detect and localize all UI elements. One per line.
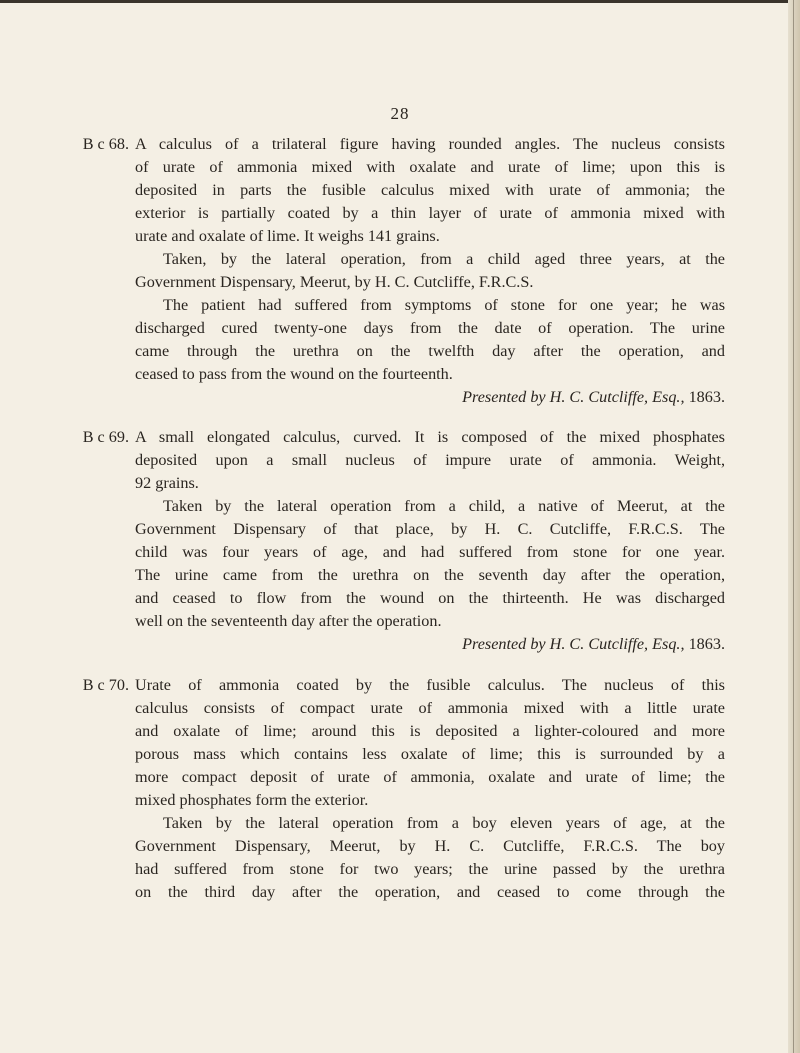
entry-line: Taken by the lateral operation from a child, a native of Meerut, at the [163, 497, 725, 515]
entry-line: and oxalate of lime; around this is deposited a lighter-coloured and more [135, 722, 725, 740]
entry-line: exterior is partially coated by a thin layer of urate of ammonia mixed with [135, 204, 725, 222]
catalogue-entry-bc70 [82, 674, 725, 904]
entry-line: had suffered from stone for two years; the urine passed by the urethra [135, 860, 725, 878]
entry-line: B c 69. A small elongated calculus, curved. It is composed of the mixed phosphates [135, 426, 725, 449]
entry-line: The urine came from the urethra on the seventh day after the operation, [135, 566, 725, 584]
entry-line: Government Dispensary of that place, by H. C. Cutcliffe, F.R.C.S. The [135, 520, 725, 538]
entry-line: deposited in parts the fusible calculus mixed with urate of ammonia; the [135, 181, 725, 199]
entry-line: B c 70. Urate of ammonia coated by the fusible calculus. The nucleus of this [135, 674, 725, 697]
entry-line: discharged cured twenty-one days from the date of operation. The urine [135, 319, 725, 337]
entry-line: on the third day after the operation, and ceased to come through the [135, 883, 725, 901]
entry-line: porous mass which contains less oxalate of lime; this is surrounded by a [135, 745, 725, 763]
entry-line: 92 grains. [135, 474, 199, 492]
entry-line: Taken by the lateral operation from a boy eleven years of age, at the [163, 814, 725, 832]
entry-line: well on the seventeenth day after the operation. [135, 612, 442, 630]
attribution: Presented by H. C. Cutcliffe, Esq., 1863. [462, 635, 725, 653]
entry-line: of urate of ammonia mixed with oxalate and urate of lime; upon this is [135, 158, 725, 176]
entry-line: urate and oxalate of lime. It weighs 141 grains. [135, 227, 440, 245]
entry-line: more compact deposit of urate of ammonia, oxalate and urate of lime; the [135, 768, 725, 786]
entry-line: B c 68. A calculus of a trilateral figure having rounded angles. The nucleus consists [135, 133, 725, 156]
entry-line: Government Dispensary, Meerut, by H. C. Cutcliffe, F.R.C.S. [135, 273, 534, 291]
specimen-label: B c 68. [82, 135, 129, 153]
catalogue-entry-bc69 [82, 426, 725, 656]
entry-line: The patient had suffered from symptoms of stone for one year; he was [163, 296, 725, 314]
entry-line: child was four years of age, and had suffered from stone for one year. [135, 543, 725, 561]
entry-line: calculus consists of compact urate of ammonia mixed with a little urate [135, 699, 725, 717]
page-edge-line [793, 0, 794, 1053]
entry-line: Government Dispensary, Meerut, by H. C. Cutcliffe, F.R.C.S. The boy [135, 837, 725, 855]
attribution: Presented by H. C. Cutcliffe, Esq., 1863. [462, 388, 725, 406]
page-edge [788, 0, 800, 1053]
specimen-label: B c 70. [82, 676, 129, 694]
entry-line: ceased to pass from the wound on the fourteenth. [135, 365, 453, 383]
entry-line: Taken, by the lateral operation, from a child aged three years, at the [163, 250, 725, 268]
entry-line: and ceased to flow from the wound on the thirteenth. He was discharged [135, 589, 725, 607]
entry-line: deposited upon a small nucleus of impure urate of ammonia. Weight, [135, 451, 725, 469]
top-rule [0, 0, 800, 3]
specimen-label: B c 69. [82, 428, 129, 446]
catalogue-entry-bc68 [82, 133, 725, 409]
page-number: 28 [390, 104, 410, 123]
entry-line: came through the urethra on the twelfth day after the operation, and [135, 342, 725, 360]
entry-line: mixed phosphates form the exterior. [135, 791, 369, 809]
